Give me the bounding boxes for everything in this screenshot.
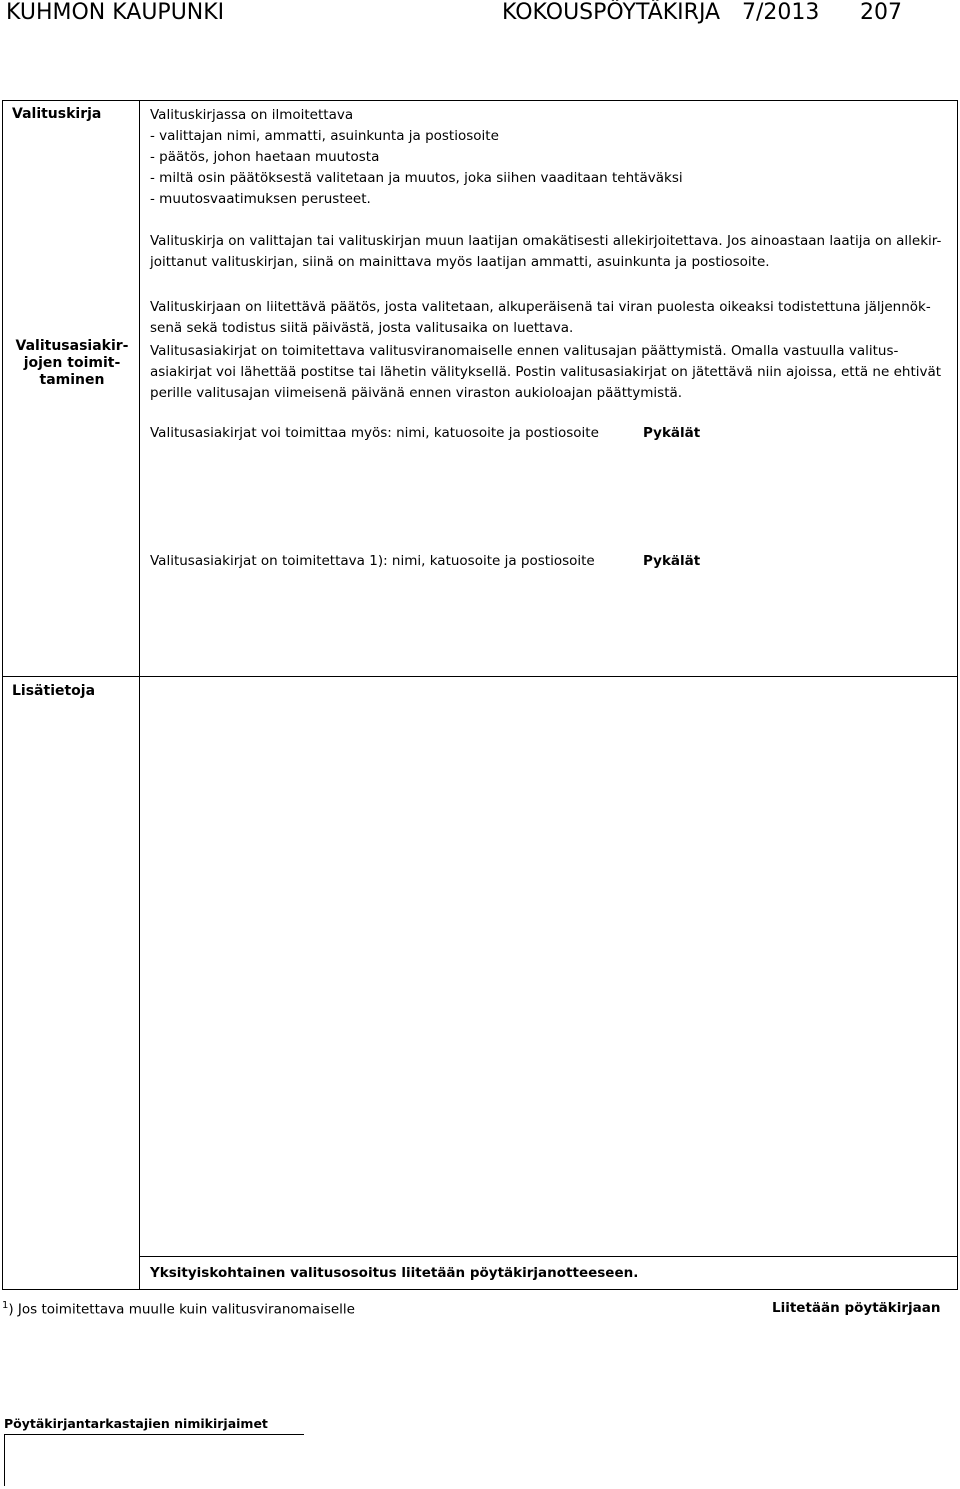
initials-underline [4,1434,304,1435]
delivery-label-line: Valitusasiakir- [15,338,129,354]
valituskirja-label: Valituskirja [12,106,102,122]
issue-number: 7/2013 [742,0,820,25]
intro-line: - muutosvaatimuksen perusteet. [150,191,371,207]
signature-requirement [150,231,941,273]
organization-name: KUHMON KAUPUNKI [6,0,225,25]
signature-line: Valituskirja on valittajan tai valituskirjan muun laatijan omakätisesti allekirjoitettava. Jos ainoastaan laatija on allekir- [150,233,942,249]
alt-pykalat: Pykälät [643,425,701,441]
footnote-marker: 1 [2,1300,9,1311]
intro-line: - valittajan nimi, ammatti, asuinkunta ja postiosoite [150,128,499,144]
note-divider [139,1256,958,1257]
column-divider [139,100,140,1290]
inspectors-initials-label: Pöytäkirjantarkastajien nimikirjaimet [4,1416,268,1431]
page-number: 207 [860,0,902,25]
required-pykalat: Pykälät [643,553,701,569]
alt-delivery-address: Valitusasiakirjat voi toimittaa myös: nimi, katuosoite ja postiosoite [150,425,599,441]
attached-to-minutes: Liitetään pöytäkirjaan [772,1300,941,1316]
intro-line: Valituskirjassa on ilmoitettava [150,107,354,123]
intro-line: - päätös, johon haetaan muutosta [150,149,380,165]
attachment-requirement [150,297,931,339]
detailed-instructions-note: Yksityiskohtainen valitusosoitus liitetään pöytäkirjanotteeseen. [150,1265,639,1281]
required-delivery-address: Valitusasiakirjat on toimitettava 1): nimi, katuosoite ja postiosoite [150,553,595,569]
deadline-line: asiakirjat voi lähettää postitse tai lähetin välityksellä. Postin valitusasiakirjat on jätettävä niin ajoissa, että ne ehtivät [150,364,942,380]
attach-line: Valituskirjaan on liitettävä päätös, josta valitetaan, alkuperäisenä tai viran puolesta oikeaksi todistettuna jäljennök- [150,299,931,315]
intro-line: - miltä osin päätöksestä valitetaan ja muutos, joka siihen vaaditaan tehtäväksi [150,170,683,186]
initials-box-edge [4,1434,5,1486]
footnote-text: ) Jos toimitettava muulle kuin valitusviranomaiselle [8,1301,355,1318]
document-type: KOKOUSPÖYTÄKIRJA [502,0,721,25]
section-divider [2,676,958,677]
delivery-label [10,338,134,389]
appeal-instructions-table [2,100,958,1290]
delivery-deadline [150,341,941,404]
deadline-line: perille valitusajan viimeisenä päivänä ennen viraston aukioloajan päättymistä. [150,385,683,401]
additional-info-label: Lisätietoja [12,683,96,699]
delivery-label-line: taminen [39,372,105,388]
footnote [2,1295,355,1321]
delivery-label-line: jojen toimit- [23,355,121,371]
deadline-line: Valitusasiakirjat on toimitettava valitusviranomaiselle ennen valitusajan päättymistä. Omalla vastuulla valitus- [150,343,899,359]
signature-line: joittanut valituskirjan, siinä on mainittava myös laatijan ammatti, asuinkunta ja postiosoite. [150,254,770,270]
valituskirja-intro [150,105,683,210]
attach-line: senä sekä todistus siitä päivästä, josta valitusaika on luettava. [150,320,574,336]
